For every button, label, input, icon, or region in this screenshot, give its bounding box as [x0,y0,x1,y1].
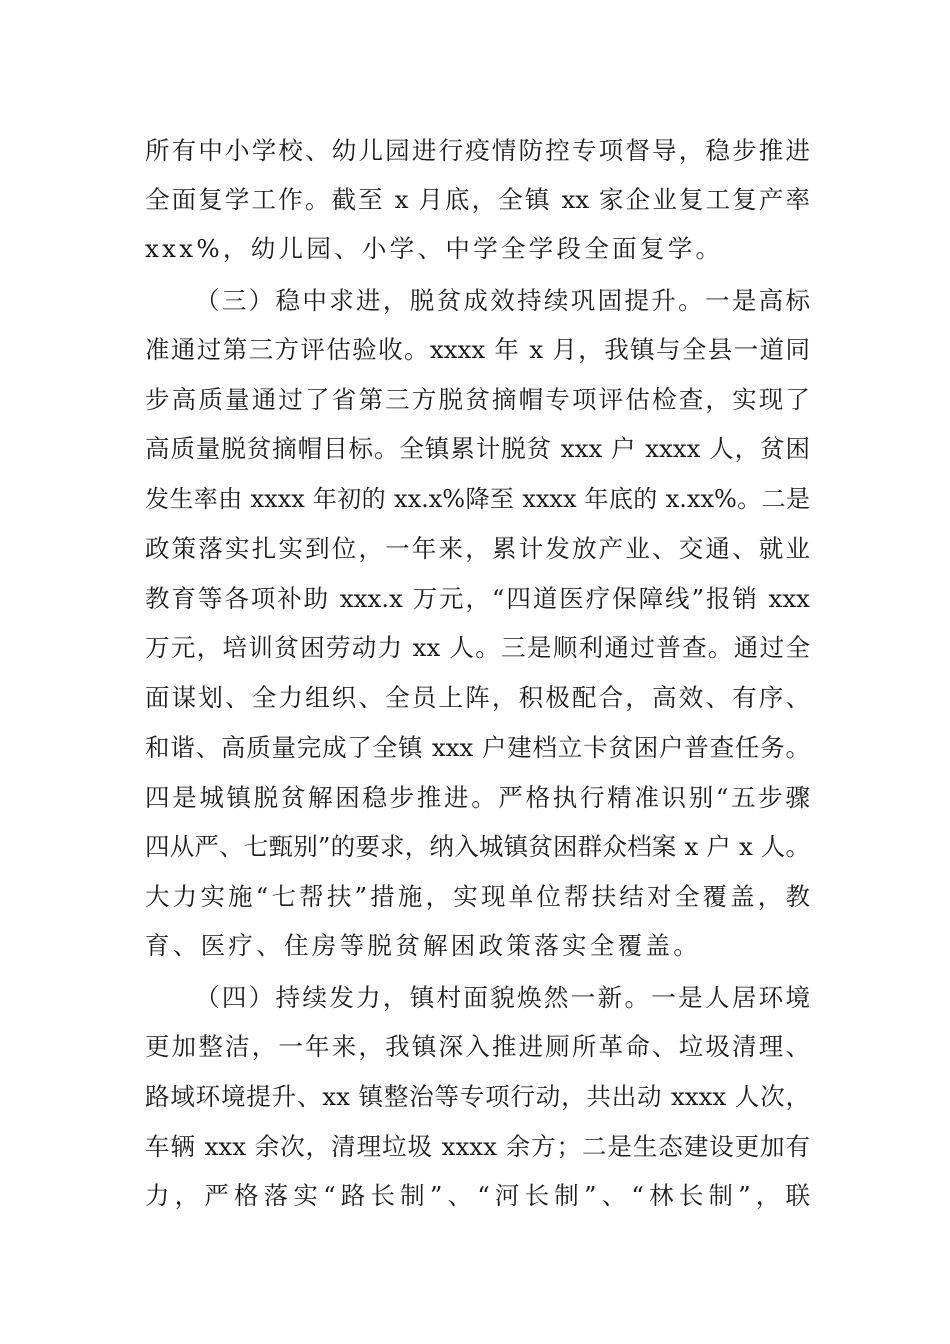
section-heading-line: （四）持续发力，镇村面貌焕然一新。一是人居环境 [195,983,810,1012]
text-line: 步高质量通过了省第三方脱贫摘帽专项评估检查，实现了 [145,385,810,414]
text-line: 车辆 xxx 余次，清理垃圾 xxxx 余方；二是生态建设更加有 [145,1132,810,1161]
text-line: 政策落实扎实到位，一年来，累计发放产业、交通、就业 [145,534,810,563]
text-line: 所有中小学校、幼儿园进行疫情防控专项督导，稳步推进 [145,136,810,165]
text-line: 和谐、高质量完成了全镇 xxx 户建档立卡贫困户普查任务。 [145,733,810,762]
text-line: 准通过第三方评估验收。xxxx 年 x 月，我镇与全县一道同 [145,335,810,364]
text-line: 四是城镇脱贫解困稳步推进。严格执行精准识别“五步骤 [145,783,810,812]
text-line: 四从严、七甄别”的要求，纳入城镇贫困群众档案 x 户 x 人。 [145,832,810,861]
text-line: 路域环境提升、xx 镇整治等专项行动，共出动 xxxx 人次， [145,1082,810,1111]
text-line: 力，严格落实“路长制”、“河长制”、“林长制”，联 [145,1181,810,1210]
text-line: 大力实施“七帮扶”措施，实现单位帮扶结对全覆盖，教 [145,882,810,911]
text-line: xxx%，幼儿园、小学、中学全学段全面复学。 [145,234,724,263]
text-line: 全面复学工作。截至 x 月底，全镇 xx 家企业复工复产率 [145,185,810,214]
text-line: 高质量脱贫摘帽目标。全镇累计脱贫 xxx 户 xxxx 人，贫困 [145,434,810,463]
section-heading-line: （三）稳中求进，脱贫成效持续巩固提升。一是高标 [195,286,810,315]
text-line: 万元，培训贫困劳动力 xx 人。三是顺利通过普查。通过全 [145,633,810,662]
text-line: 育、医疗、住房等脱贫解困政策落实全覆盖。 [145,931,701,960]
text-line: 更加整洁，一年来，我镇深入推进厕所革命、垃圾清理、 [145,1032,810,1061]
text-line: 教育等各项补助 xxx.x 万元，“四道医疗保障线”报销 xxx [145,584,810,613]
text-line: 发生率由 xxxx 年初的 xx.x%降至 xxxx 年底的 x.xx%。二是 [145,485,810,513]
text-line: 面谋划、全力组织、全员上阵，积极配合，高效、有序、 [145,683,810,712]
